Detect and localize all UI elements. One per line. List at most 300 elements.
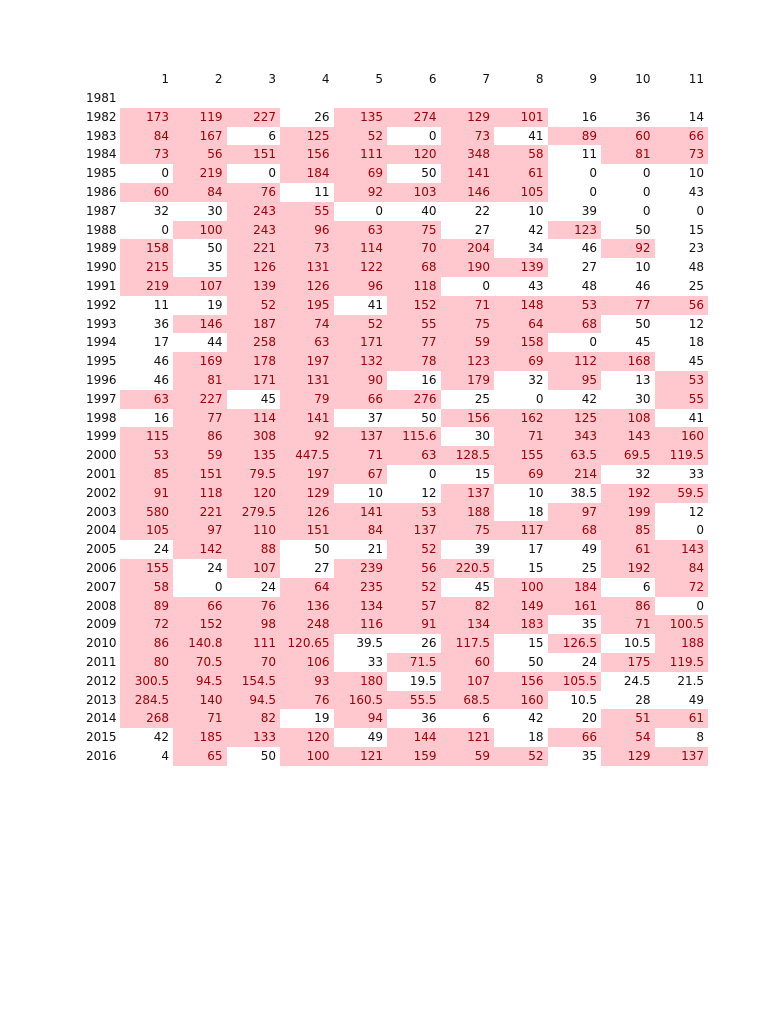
value-cell[interactable]: 119 <box>173 108 227 127</box>
value-cell[interactable]: 112 <box>548 352 602 371</box>
value-cell[interactable]: 71 <box>494 427 548 446</box>
column-header[interactable]: 10 <box>635 72 651 87</box>
value-cell[interactable]: 279.5 <box>227 503 281 522</box>
year-cell[interactable]: 1995 <box>86 354 117 369</box>
value-cell[interactable]: 343 <box>548 427 602 446</box>
value-cell[interactable]: 53 <box>655 371 709 390</box>
value-cell[interactable]: 179 <box>441 371 495 390</box>
value-cell[interactable]: 146 <box>441 183 495 202</box>
value-cell[interactable]: 77 <box>387 333 441 352</box>
value-cell[interactable]: 160.5 <box>334 691 388 710</box>
value-cell[interactable]: 10 <box>688 166 705 181</box>
value-cell[interactable]: 0 <box>161 222 170 237</box>
value-cell[interactable]: 84 <box>120 127 174 146</box>
value-cell[interactable]: 19 <box>314 711 330 726</box>
value-cell[interactable]: 105 <box>120 521 174 540</box>
value-cell[interactable]: 66 <box>173 597 227 616</box>
value-cell[interactable]: 92 <box>280 427 334 446</box>
value-cell[interactable]: 16 <box>153 410 170 425</box>
value-cell[interactable]: 243 <box>227 221 281 240</box>
value-cell[interactable]: 55 <box>655 390 709 409</box>
value-cell[interactable]: 119.5 <box>655 446 709 465</box>
value-cell[interactable]: 48 <box>581 278 598 293</box>
value-cell[interactable]: 141 <box>334 503 388 522</box>
value-cell[interactable]: 18 <box>688 335 705 350</box>
value-cell[interactable]: 105 <box>494 183 548 202</box>
value-cell[interactable]: 268 <box>120 709 174 728</box>
value-cell[interactable]: 56 <box>173 145 227 164</box>
value-cell[interactable]: 16 <box>581 109 598 124</box>
value-cell[interactable]: 59 <box>441 333 495 352</box>
value-cell[interactable]: 121 <box>441 728 495 747</box>
value-cell[interactable]: 136 <box>280 597 334 616</box>
value-cell[interactable]: 146 <box>173 315 227 334</box>
value-cell[interactable]: 84 <box>173 183 227 202</box>
value-cell[interactable]: 4 <box>161 748 170 763</box>
value-cell[interactable]: 70.5 <box>173 653 227 672</box>
year-cell[interactable]: 1981 <box>86 91 117 105</box>
value-cell[interactable]: 115 <box>120 427 174 446</box>
year-cell[interactable]: 1984 <box>86 147 117 162</box>
value-cell[interactable] <box>280 89 334 108</box>
value-cell[interactable]: 68 <box>387 258 441 277</box>
value-cell[interactable]: 10.5 <box>623 636 651 651</box>
value-cell[interactable]: 140 <box>173 691 227 710</box>
value-cell[interactable]: 221 <box>227 239 281 258</box>
value-cell[interactable]: 39 <box>581 203 598 218</box>
value-cell[interactable]: 580 <box>120 503 174 522</box>
value-cell[interactable]: 0 <box>535 391 544 406</box>
value-cell[interactable]: 125 <box>548 409 602 428</box>
value-cell[interactable]: 129 <box>280 484 334 503</box>
year-cell[interactable]: 2007 <box>86 579 117 594</box>
value-cell[interactable]: 49 <box>688 692 705 707</box>
value-cell[interactable]: 219 <box>173 164 227 183</box>
value-cell[interactable]: 60 <box>441 653 495 672</box>
value-cell[interactable]: 24.5 <box>623 673 651 688</box>
value-cell[interactable]: 120 <box>280 728 334 747</box>
value-cell[interactable]: 156 <box>280 145 334 164</box>
value-cell[interactable]: 55 <box>280 202 334 221</box>
value-cell[interactable]: 0 <box>696 523 705 538</box>
value-cell[interactable]: 120 <box>387 145 441 164</box>
value-cell[interactable]: 52 <box>387 578 441 597</box>
value-cell[interactable]: 23 <box>688 241 705 256</box>
value-cell[interactable]: 41 <box>688 410 705 425</box>
value-cell[interactable]: 79 <box>280 390 334 409</box>
value-cell[interactable]: 45 <box>260 391 277 406</box>
value-cell[interactable]: 284.5 <box>120 691 174 710</box>
value-cell[interactable]: 97 <box>548 503 602 522</box>
value-cell[interactable]: 227 <box>227 108 281 127</box>
value-cell[interactable]: 55 <box>387 315 441 334</box>
value-cell[interactable]: 15 <box>528 636 544 651</box>
year-cell[interactable]: 1989 <box>86 241 117 256</box>
value-cell[interactable]: 28 <box>635 692 651 707</box>
value-cell[interactable]: 50 <box>207 241 223 256</box>
value-cell[interactable]: 76 <box>227 183 281 202</box>
value-cell[interactable]: 40 <box>421 203 437 218</box>
year-cell[interactable]: 1983 <box>86 128 117 143</box>
value-cell[interactable]: 39.5 <box>356 636 384 651</box>
value-cell[interactable]: 204 <box>441 239 495 258</box>
value-cell[interactable]: 86 <box>120 634 174 653</box>
value-cell[interactable]: 107 <box>227 559 281 578</box>
value-cell[interactable]: 65 <box>173 747 227 766</box>
value-cell[interactable]: 11 <box>314 184 330 199</box>
value-cell[interactable]: 0 <box>428 128 437 143</box>
value-cell[interactable]: 12 <box>688 316 705 331</box>
value-cell[interactable]: 94 <box>334 709 388 728</box>
value-cell[interactable]: 73 <box>441 127 495 146</box>
value-cell[interactable]: 45 <box>635 335 651 350</box>
value-cell[interactable]: 42 <box>528 222 544 237</box>
value-cell[interactable]: 160 <box>494 691 548 710</box>
value-cell[interactable]: 68 <box>548 315 602 334</box>
value-cell[interactable]: 199 <box>601 503 655 522</box>
value-cell[interactable]: 58 <box>494 145 548 164</box>
value-cell[interactable]: 71 <box>334 446 388 465</box>
value-cell[interactable]: 88 <box>227 540 281 559</box>
value-cell[interactable]: 139 <box>494 258 548 277</box>
value-cell[interactable]: 71 <box>173 709 227 728</box>
value-cell[interactable]: 94.5 <box>227 691 281 710</box>
value-cell[interactable]: 51 <box>601 709 655 728</box>
value-cell[interactable]: 215 <box>120 258 174 277</box>
value-cell[interactable]: 114 <box>227 409 281 428</box>
value-cell[interactable]: 86 <box>601 597 655 616</box>
value-cell[interactable]: 0 <box>214 579 223 594</box>
value-cell[interactable]: 159 <box>387 747 441 766</box>
year-cell[interactable]: 2009 <box>86 617 117 632</box>
column-header[interactable]: 4 <box>321 72 330 87</box>
value-cell[interactable]: 227 <box>173 390 227 409</box>
value-cell[interactable]: 71.5 <box>387 653 441 672</box>
value-cell[interactable]: 120.65 <box>280 634 334 653</box>
value-cell[interactable]: 61 <box>655 709 709 728</box>
value-cell[interactable]: 10 <box>528 485 544 500</box>
year-cell[interactable]: 1992 <box>86 297 117 312</box>
value-cell[interactable]: 26 <box>421 636 437 651</box>
value-cell[interactable]: 67 <box>334 465 388 484</box>
value-cell[interactable]: 243 <box>227 202 281 221</box>
value-cell[interactable]: 183 <box>494 615 548 634</box>
value-cell[interactable]: 19 <box>207 297 223 312</box>
value-cell[interactable]: 92 <box>601 239 655 258</box>
value-cell[interactable]: 276 <box>387 390 441 409</box>
value-cell[interactable]: 126 <box>280 503 334 522</box>
year-cell[interactable]: 2010 <box>86 636 117 651</box>
value-cell[interactable]: 22 <box>474 203 491 218</box>
value-cell[interactable]: 53 <box>387 503 441 522</box>
value-cell[interactable]: 50 <box>260 748 277 763</box>
value-cell[interactable]: 69 <box>494 352 548 371</box>
value-cell[interactable]: 50 <box>314 542 330 557</box>
value-cell[interactable]: 64 <box>494 315 548 334</box>
column-header[interactable]: 1 <box>161 72 170 87</box>
value-cell[interactable]: 68 <box>548 521 602 540</box>
value-cell[interactable]: 63.5 <box>548 446 602 465</box>
value-cell[interactable]: 63 <box>280 333 334 352</box>
value-cell[interactable]: 46 <box>153 372 170 387</box>
value-cell[interactable]: 168 <box>601 352 655 371</box>
value-cell[interactable]: 57 <box>387 597 441 616</box>
value-cell[interactable]: 36 <box>421 711 437 726</box>
value-cell[interactable]: 33 <box>367 654 384 669</box>
value-cell[interactable]: 77 <box>173 409 227 428</box>
value-cell[interactable]: 93 <box>280 672 334 691</box>
value-cell[interactable]: 0 <box>642 203 651 218</box>
value-cell[interactable]: 42 <box>153 730 170 745</box>
value-cell[interactable]: 192 <box>601 559 655 578</box>
value-cell[interactable]: 184 <box>280 164 334 183</box>
year-cell[interactable]: 2012 <box>86 673 117 688</box>
value-cell[interactable]: 167 <box>173 127 227 146</box>
value-cell[interactable]: 6 <box>268 128 277 143</box>
value-cell[interactable]: 70 <box>387 239 441 258</box>
value-cell[interactable]: 114 <box>334 239 388 258</box>
value-cell[interactable]: 123 <box>441 352 495 371</box>
value-cell[interactable]: 10.5 <box>570 692 598 707</box>
value-cell[interactable]: 66 <box>548 728 602 747</box>
value-cell[interactable]: 118 <box>387 277 441 296</box>
value-cell[interactable]: 131 <box>280 371 334 390</box>
value-cell[interactable]: 24 <box>260 579 277 594</box>
value-cell[interactable]: 24 <box>207 560 223 575</box>
value-cell[interactable]: 192 <box>601 484 655 503</box>
value-cell[interactable]: 35 <box>207 260 223 275</box>
value-cell[interactable]: 156 <box>494 672 548 691</box>
value-cell[interactable]: 184 <box>548 578 602 597</box>
value-cell[interactable]: 77 <box>601 296 655 315</box>
value-cell[interactable]: 50 <box>421 410 437 425</box>
value-cell[interactable]: 79.5 <box>227 465 281 484</box>
value-cell[interactable]: 0 <box>642 184 651 199</box>
year-cell[interactable]: 1988 <box>86 222 117 237</box>
value-cell[interactable]: 38.5 <box>570 485 598 500</box>
value-cell[interactable]: 0 <box>642 166 651 181</box>
value-cell[interactable]: 42 <box>528 711 544 726</box>
value-cell[interactable]: 84 <box>655 559 709 578</box>
value-cell[interactable]: 173 <box>120 108 174 127</box>
value-cell[interactable]: 308 <box>227 427 281 446</box>
value-cell[interactable]: 36 <box>153 316 170 331</box>
value-cell[interactable]: 119.5 <box>655 653 709 672</box>
value-cell[interactable]: 134 <box>334 597 388 616</box>
value-cell[interactable]: 59 <box>173 446 227 465</box>
value-cell[interactable]: 152 <box>387 296 441 315</box>
value-cell[interactable]: 10 <box>635 260 651 275</box>
value-cell[interactable] <box>334 89 388 108</box>
value-cell[interactable]: 248 <box>280 615 334 634</box>
value-cell[interactable]: 52 <box>334 315 388 334</box>
value-cell[interactable]: 97 <box>173 521 227 540</box>
value-cell[interactable]: 25 <box>474 391 491 406</box>
value-cell[interactable] <box>601 89 655 108</box>
value-cell[interactable]: 162 <box>494 409 548 428</box>
value-cell[interactable]: 219 <box>120 277 174 296</box>
value-cell[interactable]: 155 <box>120 559 174 578</box>
value-cell[interactable]: 32 <box>153 203 170 218</box>
value-cell[interactable]: 27 <box>314 560 330 575</box>
value-cell[interactable] <box>120 89 174 108</box>
year-cell[interactable]: 1997 <box>86 391 117 406</box>
value-cell[interactable]: 187 <box>227 315 281 334</box>
value-cell[interactable] <box>173 89 227 108</box>
value-cell[interactable]: 195 <box>280 296 334 315</box>
value-cell[interactable]: 54 <box>601 728 655 747</box>
value-cell[interactable]: 55.5 <box>387 691 441 710</box>
year-cell[interactable]: 2014 <box>86 711 117 726</box>
value-cell[interactable]: 46 <box>581 241 598 256</box>
value-cell[interactable]: 75 <box>387 221 441 240</box>
value-cell[interactable]: 0 <box>589 184 598 199</box>
year-cell[interactable]: 1998 <box>86 410 117 425</box>
year-cell[interactable]: 1991 <box>86 278 117 293</box>
value-cell[interactable]: 17 <box>528 542 544 557</box>
value-cell[interactable]: 24 <box>153 542 170 557</box>
value-cell[interactable]: 42 <box>581 391 598 406</box>
value-cell[interactable]: 197 <box>280 465 334 484</box>
value-cell[interactable]: 141 <box>441 164 495 183</box>
year-cell[interactable]: 2004 <box>86 523 117 538</box>
value-cell[interactable]: 117.5 <box>441 634 495 653</box>
value-cell[interactable]: 111 <box>334 145 388 164</box>
value-cell[interactable]: 122 <box>334 258 388 277</box>
value-cell[interactable]: 129 <box>601 747 655 766</box>
value-cell[interactable]: 235 <box>334 578 388 597</box>
value-cell[interactable]: 34 <box>528 241 544 256</box>
value-cell[interactable]: 43 <box>688 184 705 199</box>
value-cell[interactable]: 46 <box>635 278 651 293</box>
value-cell[interactable]: 0 <box>589 166 598 181</box>
value-cell[interactable]: 220.5 <box>441 559 495 578</box>
value-cell[interactable]: 35 <box>581 617 598 632</box>
value-cell[interactable]: 13 <box>635 372 651 387</box>
value-cell[interactable]: 158 <box>494 333 548 352</box>
value-cell[interactable]: 50 <box>635 222 651 237</box>
value-cell[interactable]: 69.5 <box>601 446 655 465</box>
value-cell[interactable]: 141 <box>280 409 334 428</box>
year-cell[interactable]: 1986 <box>86 184 117 199</box>
value-cell[interactable]: 45 <box>688 354 705 369</box>
value-cell[interactable]: 0 <box>268 166 277 181</box>
value-cell[interactable]: 75 <box>441 315 495 334</box>
value-cell[interactable]: 142 <box>173 540 227 559</box>
value-cell[interactable]: 59.5 <box>655 484 709 503</box>
value-cell[interactable]: 92 <box>334 183 388 202</box>
value-cell[interactable]: 85 <box>120 465 174 484</box>
value-cell[interactable]: 126 <box>227 258 281 277</box>
value-cell[interactable]: 139 <box>227 277 281 296</box>
value-cell[interactable]: 96 <box>334 277 388 296</box>
value-cell[interactable]: 32 <box>635 466 651 481</box>
value-cell[interactable]: 0 <box>589 335 598 350</box>
value-cell[interactable]: 190 <box>441 258 495 277</box>
value-cell[interactable]: 44 <box>207 335 223 350</box>
value-cell[interactable]: 30 <box>474 429 491 444</box>
value-cell[interactable]: 71 <box>441 296 495 315</box>
value-cell[interactable]: 56 <box>387 559 441 578</box>
value-cell[interactable]: 72 <box>655 578 709 597</box>
value-cell[interactable]: 25 <box>581 560 598 575</box>
value-cell[interactable]: 178 <box>227 352 281 371</box>
value-cell[interactable]: 98 <box>227 615 281 634</box>
value-cell[interactable]: 161 <box>548 597 602 616</box>
value-cell[interactable]: 105.5 <box>548 672 602 691</box>
value-cell[interactable]: 17 <box>153 335 170 350</box>
value-cell[interactable]: 61 <box>494 164 548 183</box>
year-cell[interactable]: 2005 <box>86 542 117 557</box>
value-cell[interactable]: 71 <box>601 615 655 634</box>
year-cell[interactable]: 2003 <box>86 504 117 519</box>
value-cell[interactable]: 274 <box>387 108 441 127</box>
value-cell[interactable] <box>441 89 495 108</box>
value-cell[interactable]: 41 <box>528 128 544 143</box>
value-cell[interactable]: 120 <box>227 484 281 503</box>
value-cell[interactable]: 30 <box>207 203 223 218</box>
value-cell[interactable]: 48 <box>688 260 705 275</box>
value-cell[interactable]: 73 <box>655 145 709 164</box>
value-cell[interactable]: 96 <box>280 221 334 240</box>
value-cell[interactable]: 52 <box>334 127 388 146</box>
value-cell[interactable]: 19.5 <box>409 673 437 688</box>
value-cell[interactable]: 94.5 <box>173 672 227 691</box>
value-cell[interactable]: 76 <box>227 597 281 616</box>
value-cell[interactable]: 74 <box>280 315 334 334</box>
column-header[interactable]: 7 <box>482 72 491 87</box>
value-cell[interactable]: 12 <box>688 504 705 519</box>
column-header[interactable]: 9 <box>589 72 598 87</box>
value-cell[interactable]: 20 <box>581 711 598 726</box>
value-cell[interactable]: 116 <box>334 615 388 634</box>
value-cell[interactable]: 60 <box>120 183 174 202</box>
value-cell[interactable]: 18 <box>528 730 544 745</box>
value-cell[interactable]: 6 <box>482 711 491 726</box>
value-cell[interactable]: 14 <box>688 109 705 124</box>
value-cell[interactable]: 15 <box>474 466 491 481</box>
value-cell[interactable]: 18 <box>528 504 544 519</box>
value-cell[interactable]: 43 <box>528 278 544 293</box>
value-cell[interactable]: 134 <box>441 615 495 634</box>
value-cell[interactable]: 56 <box>655 296 709 315</box>
value-cell[interactable]: 131 <box>280 258 334 277</box>
value-cell[interactable]: 185 <box>173 728 227 747</box>
value-cell[interactable]: 78 <box>387 352 441 371</box>
value-cell[interactable]: 15 <box>528 560 544 575</box>
value-cell[interactable] <box>387 89 441 108</box>
year-cell[interactable]: 2002 <box>86 485 117 500</box>
value-cell[interactable]: 103 <box>387 183 441 202</box>
value-cell[interactable]: 221 <box>173 503 227 522</box>
value-cell[interactable]: 85 <box>601 521 655 540</box>
year-cell[interactable]: 2006 <box>86 560 117 575</box>
value-cell[interactable]: 156 <box>441 409 495 428</box>
value-cell[interactable]: 75 <box>441 521 495 540</box>
value-cell[interactable]: 50 <box>635 316 651 331</box>
value-cell[interactable]: 151 <box>280 521 334 540</box>
year-cell[interactable]: 1990 <box>86 260 117 275</box>
value-cell[interactable] <box>548 89 602 108</box>
value-cell[interactable]: 21.5 <box>677 673 705 688</box>
value-cell[interactable]: 46 <box>153 354 170 369</box>
value-cell[interactable]: 101 <box>494 108 548 127</box>
column-header[interactable]: 5 <box>375 72 384 87</box>
value-cell[interactable]: 52 <box>227 296 281 315</box>
value-cell[interactable]: 53 <box>548 296 602 315</box>
value-cell[interactable]: 89 <box>548 127 602 146</box>
value-cell[interactable]: 26 <box>314 109 330 124</box>
